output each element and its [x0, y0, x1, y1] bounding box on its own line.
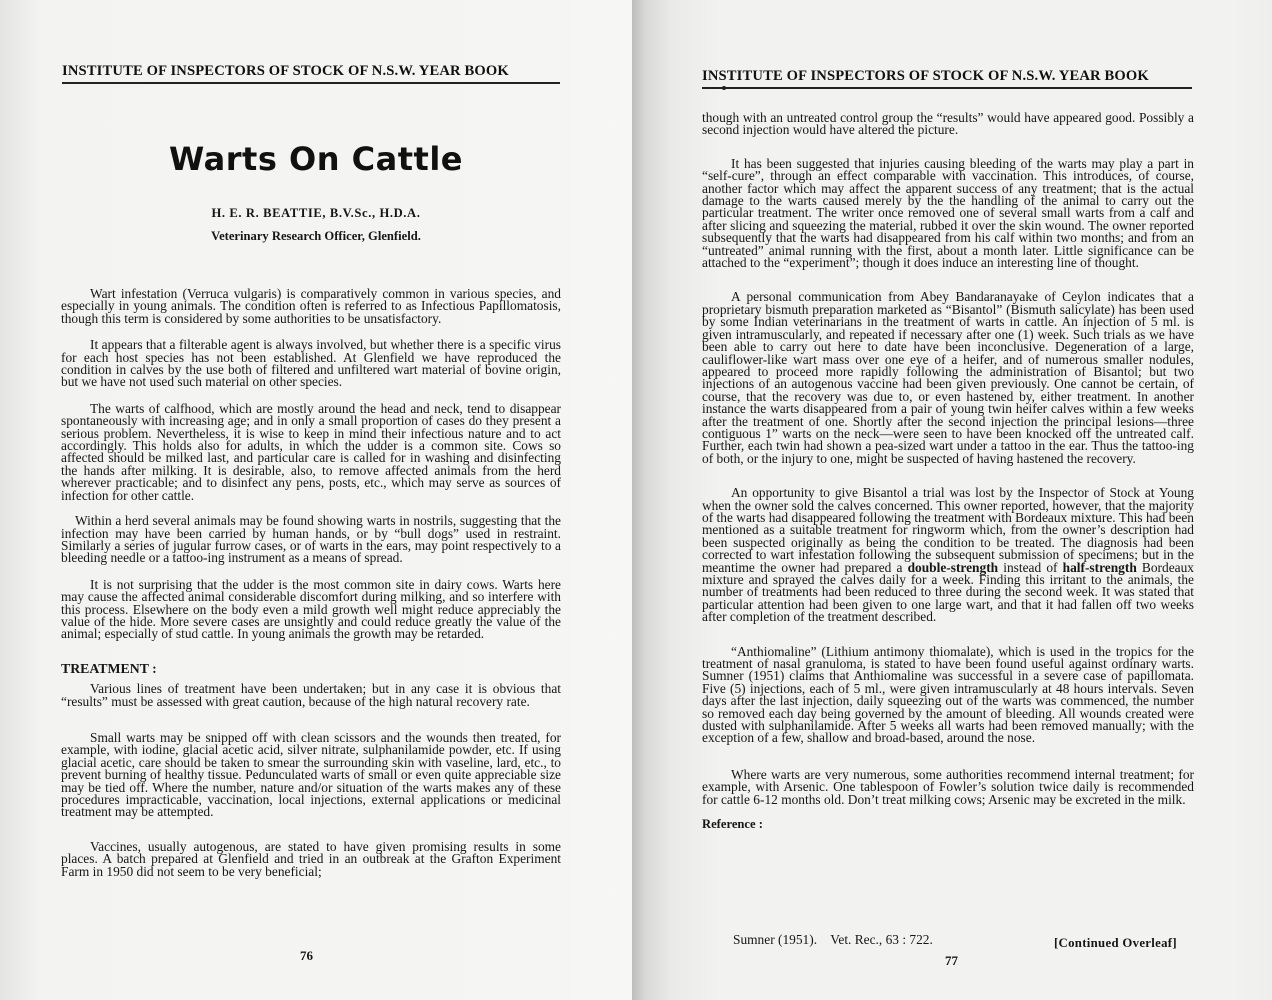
paragraph: Vaccines, usually autogenous, are stated to have given promising results in some places. A batch prepared at Glenfield and tried in an outbreak at the Grafton Experiment Farm in 1950 did not seem to be very beneficial;: [61, 838, 561, 879]
right-body: [702, 112, 1194, 831]
rule-dot: [722, 86, 726, 90]
continued-overleaf-note: [Continued Overleaf]: [1054, 936, 1177, 950]
text-run: instead of: [998, 559, 1063, 575]
page-number: 76: [300, 948, 313, 963]
reference-entry: Sumner (1951). Vet. Rec., 63 : 722.: [733, 932, 933, 947]
paragraph-continuation: though with an untreated control group the “results” would have appeared good. Possibly a second injection would have altered the picture.: [702, 110, 1194, 138]
article-title: Warts On Cattle: [169, 140, 463, 178]
page-number: 77: [945, 953, 958, 968]
reference-heading: Reference :: [702, 817, 763, 832]
text-run: An opportunity to give Bisantol a trial was lost by the Inspector of Stock at Young when the owner sold the calves concerned. This owner reported, however, that the majority of the warts had disappeared following the treatment with Bordeaux mixture. This had been mentioned as a suitable treatment for ringworm which, from the owner’s description had been suspected originally as being the condition to be treated. The diagnosis had been corrected to wart infestation following the subsequent submission of specimens; but in the meantime the owner had prepared a: [702, 485, 1194, 575]
paragraph: The warts of calfhood, which are mostly around the head and neck, tend to disappear spontaneously with increasing age; and in only a small proportion of cases do they present a serious problem. Nevertheless, it is wise to keep in mind their infectious nature and to act accordingly. This holds also for adults, in which the udder is a common site. Cows so affected should be milked last, and particular care is called for in washing and disinfecting the hands after milking. It is desirable, also, to remove affected animals from the herd wherever practicable; and to disinfect any pens, posts, etc., which may serve as sources of infection for other cattle.: [61, 400, 561, 503]
paragraph-bordeaux: [702, 487, 1194, 623]
paragraph: “Anthiomaline” (Lithium antimony thiomalate), which is used in the tropics for the treatment of nasal granuloma, is stated to have been found useful against ordinary warts. Sumner (1951) claims that Anthiomaline was successful in a severe case of papillomata. Five (5) injections, each of 5 ml., were given intramuscularly at 48 hours intervals. Seven days after the last injection, daily squeezing out of the warts was commenced, the number so removed each day being governed by the amount of bleeding. All wounds created were dusted with sulphanilamide. After 5 weeks all warts had been removed manually; with the exception of a few, shallow and broad-based, around the nose.: [702, 643, 1194, 746]
left-body: [61, 288, 561, 878]
left-page: [0, 0, 632, 1000]
emphasis-double-strength: double-strength: [907, 559, 999, 575]
paragraph: Small warts may be snipped off with clean scissors and the wounds then treated, for example, with iodine, glacial acetic acid, silver nitrate, sulphanilamide powder, etc. If using glacial acetic, care should be taken to smear the surrounding skin with vaseline, lard, etc., to prevent burning of healthy tissue. Pedunculated warts of small or even quite appreciable size may be tied off. Where the number, nature and/or situation of the warts makes any of these procedures impracticable, vaccination, local injections, external applications or medicinal treatment may be attempted.: [61, 729, 561, 820]
paragraph: Where warts are very numerous, some authorities recommend internal treatment; for example, with Arsenic. One tablespoon of Fowler’s solution twice daily is recommended for cattle 6-12 months old. Don’t treat milking cows; Arsenic may be excreted in the milk.: [702, 766, 1194, 807]
paragraph: It has been suggested that injuries causing bleeding of the warts may play a part in “self-cure”, through an effect comparable with vaccination. This introduces, of course, another factor which may affect the apparent success of any treatment; that is the actual damage to the warts caused merely by the the handling of the animal to carry out the particular treatment. The writer once removed one of several small warts from a calf and after slicing and squeezing the material, rubbed it over the skin wound. The owner reported subsequently that the warts had disappeared from his calf within two months; and from an “untreated” animal running with the first, about a month later. Little significance can be attached to the “experiment”; though it does induce an interesting line of thought.: [702, 155, 1194, 271]
author-line: H. E. R. BEATTIE, B.V.Sc., H.D.A.: [211, 206, 421, 220]
paragraph: A personal communication from Abey Bandaranayake of Ceylon indicates that a proprietary bismuth preparation marketed as “Bisantol” (Bismuth salicylate) has been used by some Indian veterinarians in the treatment of warts in cattle. An injection of 5 ml. is given intramuscularly, and repeated if necessary after one (1) week. Such trials as we have been able to carry out here to date have been inconclusive. Degeneration of a large, cauliflower-like wart mass over one eye of a heifer, and of numerous smaller nodules, appeared to proceed more rapidly following the administration of Bisantol; but two injections of an autogenous vaccine had been given previously. One cannot be certain, of course, that the recovery was due to, or even hastened by, either treatment. In another instance the warts disappeared from a pair of young twin heifer calves within a few weeks after the treatment of one. Shortly after the second injection the principal lesions—three contiguous 1” warts on the neck—were seen to have been knocked off the untreated calf. Further, each twin had shown a pea-sized wart under a tattoo in the ear. Thus the tattoo-ing of both, or the injury to one, might be suspected of having hastened the recovery.: [702, 289, 1194, 466]
author-affiliation: Veterinary Research Officer, Glenfield.: [211, 229, 421, 243]
paragraph: It is not surprising that the udder is the most common site in dairy cows. Warts here may cause the affected animal considerable discomfort during milking, and so interfere with this process. Elsewhere on the body even a mild growth well might reduce appreciably the value of the hide. More severe cases are unsightly and could reduce greatly the value of the animal; especially of stud cattle. In young animals the growth may be retarded.: [61, 576, 561, 642]
header-rule: [62, 82, 560, 84]
paragraph: Wart infestation (Verruca vulgaris) is comparatively common in various species, and especially in young animals. The condition often is referred to as Infectious Papillomatosis, though this term is considered by some authorities to be unsatisfactory.: [61, 286, 561, 326]
section-heading-treatment: TREATMENT :: [61, 660, 157, 676]
paragraph: Various lines of treatment have been undertaken; but in any case it is obvious that “results” must be assessed with great caution, because of the high natural recovery rate.: [61, 681, 561, 709]
running-head: INSTITUTE OF INSPECTORS OF STOCK OF N.S.W. YEAR BOOK: [62, 63, 509, 79]
text-run: Bordeaux mixture and sprayed the calves daily for a week. Finding this irritant to the animals, the number of treatments had been reduced to three during the second week. It was stated that particular attention had been given to one large wart, and that it had fallen off two weeks after completion of the treatment described.: [702, 559, 1194, 625]
emphasis-half-strength: half-strength: [1062, 559, 1137, 575]
paragraph: Within a herd several animals may be found showing warts in nostrils, suggesting that the infection may have been carried by human hands, or by “bull dogs” used in restraint. Similarly a series of jugular furrow cases, or of warts in the ears, may point respectively to a bleeding needle or a tattoo-ing instrument as a means of spread.: [61, 513, 561, 566]
header-rule: [702, 87, 1192, 89]
running-head: INSTITUTE OF INSPECTORS OF STOCK OF N.S.W. YEAR BOOK: [702, 68, 1149, 84]
paragraph: It appears that a filterable agent is always involved, but whether there is a specific virus for each host species has not been established. At Glenfield we have reproduced the condition in calves by the use both of filtered and unfiltered wart material of bovine origin, but we have not used such material on other species.: [61, 337, 561, 390]
right-page: [632, 0, 1272, 1000]
